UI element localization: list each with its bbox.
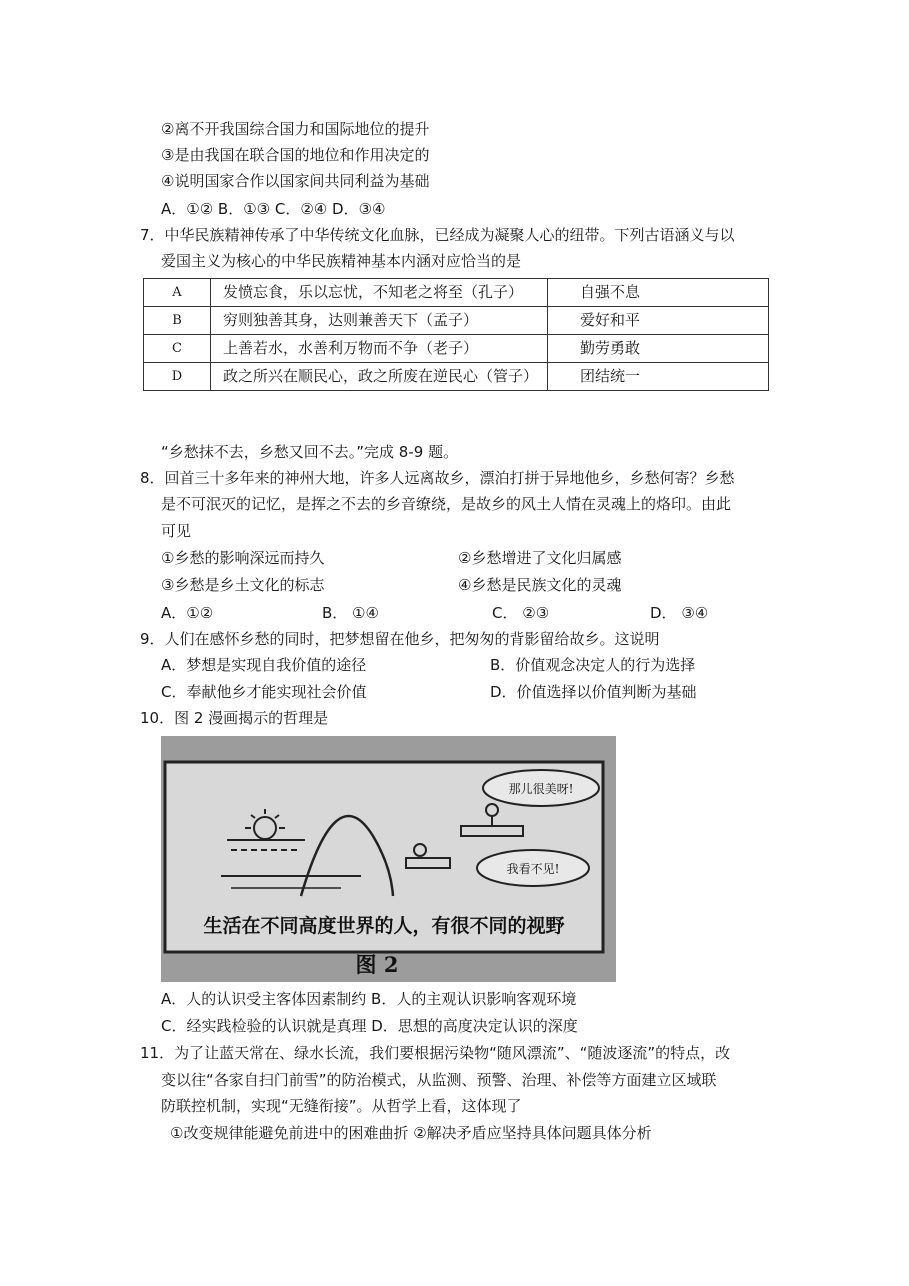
cartoon-bubble-top: 那儿很美呀! <box>508 782 574 796</box>
q11-stem-line1: 11．为了让蓝天常在、绿水长流，我们要根据污染物“随风漂流”、“随波逐流”的特点，改 <box>140 1044 731 1062</box>
q7-stem-line2: 爱国主义为核心的中华民族精神基本内涵对应恰当的是 <box>161 252 522 270</box>
q8-item-4: ④乡愁是民族文化的灵魂 <box>458 576 622 594</box>
q11-stem-line2: 变以往“各家自扫门前雪”的防治模式，从监测、预警、治理、补偿等方面建立区域联 <box>161 1071 717 1089</box>
cartoon-illustration <box>161 736 616 982</box>
q11-items: ①改变规律能避免前进中的困难曲折 ②解决矛盾应坚持具体问题具体分析 <box>170 1124 652 1142</box>
cartoon-figure-label: 图 2 <box>355 952 399 977</box>
q9-option-a: A．梦想是实现自我价值的途径 <box>161 656 367 674</box>
q9-stem: 9．人们在感怀乡愁的同时，把梦想留在他乡，把匆匆的背影留给故乡。这说明 <box>140 630 660 648</box>
q7-row-spirit: 爱好和平 <box>548 307 769 335</box>
q10-cartoon <box>161 736 616 982</box>
q10-stem: 10．图 2 漫画揭示的哲理是 <box>140 709 329 727</box>
q7-table <box>143 278 769 391</box>
q8-option-d: D． ③④ <box>650 604 709 622</box>
cartoon-bubble-bottom: 我看不见! <box>506 862 560 876</box>
q7-row-spirit: 自强不息 <box>548 279 769 307</box>
q7-row-letter: A <box>144 279 211 307</box>
q8-stem-line2: 是不可泯灭的记忆，是挥之不去的乡音缭绕，是故乡的风土人情在灵魂上的烙印。由此 <box>161 495 732 513</box>
q8-item-1: ①乡愁的影响深远而持久 <box>161 549 325 567</box>
q9-option-b: B．价值观念决定人的行为选择 <box>490 656 696 674</box>
q7-row-spirit: 勤劳勇敢 <box>548 335 769 363</box>
q7-row-spirit: 团结统一 <box>548 363 769 391</box>
q8-stem-line1: 8．回首三十多年来的神州大地，许多人远离故乡，漂泊打拼于异地他乡，乡愁何寄？乡愁 <box>140 469 735 487</box>
q6-options: A．①② B．①③ C．②④ D．③④ <box>161 200 386 218</box>
q6-item-3: ③是由我国在联合国的地位和作用决定的 <box>161 146 430 164</box>
q8-option-a: A．①② <box>161 604 214 622</box>
q8-item-3: ③乡愁是乡土文化的标志 <box>161 576 325 594</box>
q9-option-d: D．价值选择以价值判断为基础 <box>490 683 697 701</box>
q7-row-letter: D <box>144 363 211 391</box>
q11-stem-line3: 防联控机制，实现“无缝衔接”。从哲学上看，这体现了 <box>161 1097 522 1115</box>
table-row <box>144 307 769 335</box>
q6-item-2: ②离不开我国综合国力和国际地位的提升 <box>161 120 430 138</box>
q8-item-2: ②乡愁增进了文化归属感 <box>458 549 622 567</box>
q7-row-quote: 政之所兴在顺民心，政之所废在逆民心（管子） <box>211 363 548 391</box>
q7-row-letter: B <box>144 307 211 335</box>
q7-row-quote: 穷则独善其身，达则兼善天下（孟子） <box>211 307 548 335</box>
q7-row-letter: C <box>144 335 211 363</box>
table-row <box>144 279 769 307</box>
q6-item-4: ④说明国家合作以国家间共同利益为基础 <box>161 172 430 190</box>
q7-row-quote: 上善若水，水善利万物而不争（老子） <box>211 335 548 363</box>
table-row <box>144 335 769 363</box>
q10-options-line2: C．经实践检验的认识就是真理 D．思想的高度决定认识的深度 <box>161 1017 578 1035</box>
q8-option-b: B． ①④ <box>322 604 379 622</box>
q7-row-quote: 发愤忘食，乐以忘忧，不知老之将至（孔子） <box>211 279 548 307</box>
q8-option-c: C． ②③ <box>492 604 550 622</box>
q7-stem-line1: 7．中华民族精神传承了中华传统文化血脉，已经成为凝聚人心的纽带。下列古语涵义与以 <box>140 226 735 244</box>
intro-8-9: “乡愁抹不去，乡愁又回不去。”完成 8-9 题。 <box>161 443 459 461</box>
q8-stem-line3: 可见 <box>161 522 192 540</box>
q9-option-c: C．奉献他乡才能实现社会价值 <box>161 683 367 701</box>
q10-options-line1: A．人的认识受主客体因素制约 B．人的主观认识影响客观环境 <box>161 990 577 1008</box>
table-row <box>144 363 769 391</box>
cartoon-caption: 生活在不同高度世界的人，有很不同的视野 <box>203 915 565 937</box>
